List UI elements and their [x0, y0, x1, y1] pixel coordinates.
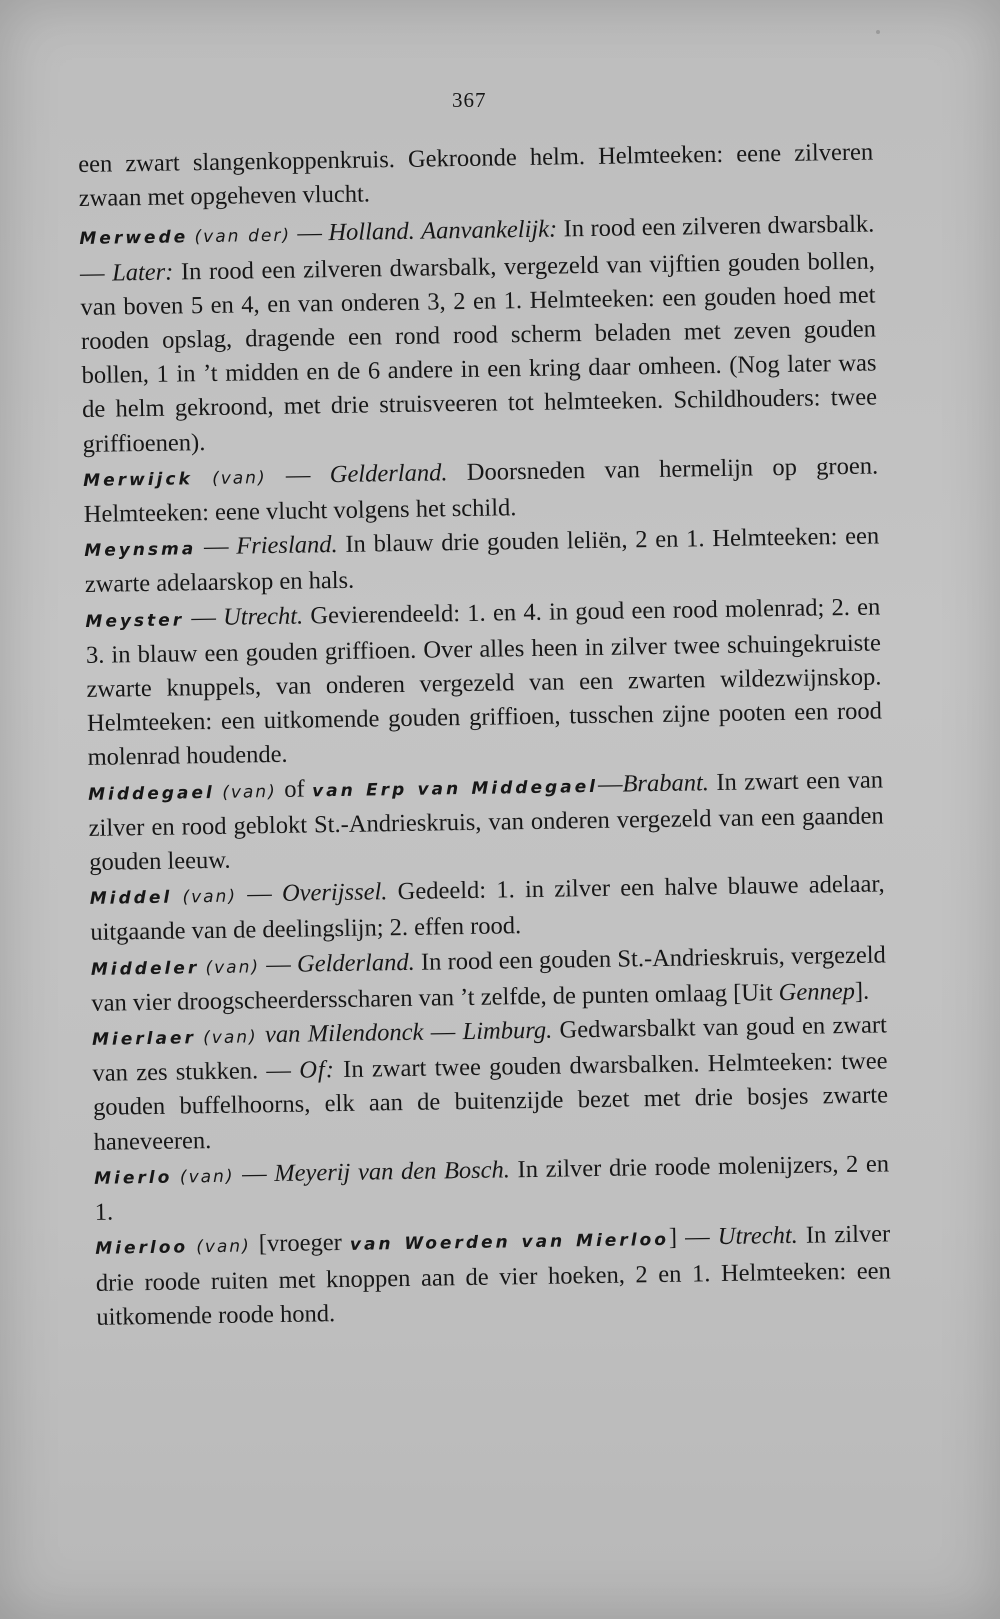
entry-name: Meynsma	[84, 539, 197, 562]
entry-bracket-open: [vroeger	[250, 1229, 351, 1258]
entry-name: Middegael	[88, 782, 215, 805]
entry-close: ].	[854, 977, 870, 1005]
entry-separator: —	[676, 1223, 718, 1252]
entry-region: Gelderland.	[329, 459, 448, 488]
entry-region: Holland.	[328, 218, 415, 247]
entry-alt-name: van Erp van Middegael	[311, 776, 599, 802]
entry-particle: (van)	[179, 1166, 235, 1188]
entry-text: In zilver drie roode ruiten met knoppen aan de vier hoeken, 2 en 1. Helmteeken: een uitkomende roode hond.	[95, 1220, 891, 1331]
page-speck	[876, 30, 880, 34]
entry-separator: —	[234, 1159, 275, 1188]
entry-text: Gedwarsbalkt van goud en zwart van zes stukken. —	[92, 1011, 888, 1088]
page-number: 367	[452, 88, 487, 112]
page-body	[78, 136, 892, 1335]
entry-middel	[90, 868, 886, 951]
entry-name: Mierloo	[95, 1237, 189, 1260]
entry-name: Meyster	[85, 610, 185, 632]
entry-separator: —	[183, 603, 224, 632]
entry-source: Gennep	[778, 977, 856, 1006]
entry-aanvankelijk: Aanvankelijk:	[420, 215, 558, 246]
entry-region: Friesland.	[236, 531, 338, 560]
entry-region: Gelderland.	[296, 948, 415, 978]
entry-bracket-close: ]	[668, 1224, 678, 1252]
entry-particle: (van)	[222, 781, 277, 803]
entry-later: Later:	[111, 258, 174, 287]
entry-merwijck	[83, 449, 879, 532]
entry-particle: (van)	[211, 467, 267, 489]
entry-separator: —	[236, 880, 283, 908]
entry-text: Gevierendeeld: 1. en 4. in goud een rood molenrad; 2. en 3. in blauw een gouden griffioen. Over alles heen in zilver twee schuingekruiste zwarte knuppels, van onderen vergezeld van een zwarten wildezwijnskop. Helmteeken: een uitkomende gouden griffioen, tusschen zijne pooten een rood molenrad houdende.	[85, 593, 883, 772]
entry-region: Meyerij van den Bosch.	[273, 1156, 511, 1187]
entry-mierlo	[94, 1147, 890, 1230]
entry-name: Mierlaer	[91, 1028, 197, 1050]
entry-of-label: Of:	[299, 1056, 336, 1084]
entry-of: of	[276, 775, 313, 803]
entry-text: In zwart twee gouden dwarsbalken. Helmteeken: twee gouden buffelhoorns, elk aan de buitenzijde bezet met drie bosjes zwarte haneveeren.	[92, 1047, 889, 1156]
entry-particle: (van der)	[194, 226, 292, 248]
entry-particle: (van)	[182, 886, 238, 908]
entry-text: een zwart slangenkoppenkruis. Gekroonde helm. Helmteeken: eene zilveren zwaan met opgeheven vlucht.	[78, 138, 874, 213]
entry-particle: (van)	[205, 956, 261, 978]
entry-text: Gedeeld: 1. in zilver een halve blauwe adelaar, uitgaande van de deelingslijn; 2. effen rood.	[90, 870, 885, 947]
entry-text: In rood een zilveren dwarsbalk, vergezeld van vijftien gouden bollen, van boven 5 en 4, en van onderen 3, 2 en 1. Helmteeken: een gouden hoed met rooden opslag, dragende een rond rood scherm beladen met zeven gouden bollen, 1 in ’t midden en de 6 andere in een kring daar omheen. (Nog later was de helm gekroond, met drie struisveeren tot helmteeken. Schildhouders: twee griffioenen).	[80, 247, 878, 458]
entry-region: Limburg.	[462, 1016, 553, 1046]
entry-text: In zilver drie roode molenijzers, 2 en 1.	[94, 1150, 890, 1226]
entry-middegael	[88, 763, 885, 880]
entry-region: Brabant.	[622, 768, 710, 798]
entry-region: Overijssel.	[281, 878, 388, 908]
entry-separator: —	[196, 532, 237, 561]
entry-text: In rood een zilveren dwarsbalk. —	[79, 210, 875, 287]
entry-separator: —	[259, 950, 298, 978]
entry-name: Middel	[89, 887, 173, 910]
entry-text: In blauw drie gouden leliën, 2 en 1. Helmteeken: een zwarte adelaarskop en hals.	[84, 522, 880, 599]
entry-merwede	[79, 208, 878, 462]
entry-separator: —	[597, 770, 623, 798]
entry-name: Mierlo	[94, 1167, 173, 1189]
entry-name: Middeler	[90, 957, 200, 980]
entry-separator: —	[423, 1018, 463, 1046]
entry-alias: van Milendonck	[257, 1018, 424, 1049]
entry-particle: (van)	[196, 1236, 251, 1258]
entry-mierlaer	[92, 1008, 889, 1159]
entry-text: Doorsneden van hermelijn op groen. Helmteeken: eene vlucht volgens het schild.	[83, 452, 879, 528]
entry-text: In zwart een van zilver en rood geblokt St.-Andrieskruis, van onderen vergezeld van een gaanden gouden leeuw.	[88, 766, 884, 876]
entry-meyster	[85, 590, 883, 775]
entry-middeler	[91, 938, 887, 1021]
entry-text: In rood een gouden St.-Andrieskruis, vergezeld van vier droogscheerdersscharen van ’t zelfde, de punten omlaag [Uit	[91, 941, 887, 1017]
entry-alt-name: van Woerden van Mierloo	[349, 1230, 670, 1256]
entry-name: Merwede	[79, 227, 189, 250]
entry-separator: —	[290, 219, 329, 248]
entry-name: Merwijck	[83, 469, 193, 491]
entry-separator: —	[266, 460, 330, 489]
entry-region: Utrecht.	[222, 602, 304, 631]
entry-continuation	[78, 136, 874, 217]
entry-region: Utrecht.	[717, 1222, 799, 1251]
entry-particle: (van)	[203, 1027, 258, 1049]
entry-mierloo	[95, 1218, 892, 1335]
entry-meynsma	[84, 520, 880, 603]
